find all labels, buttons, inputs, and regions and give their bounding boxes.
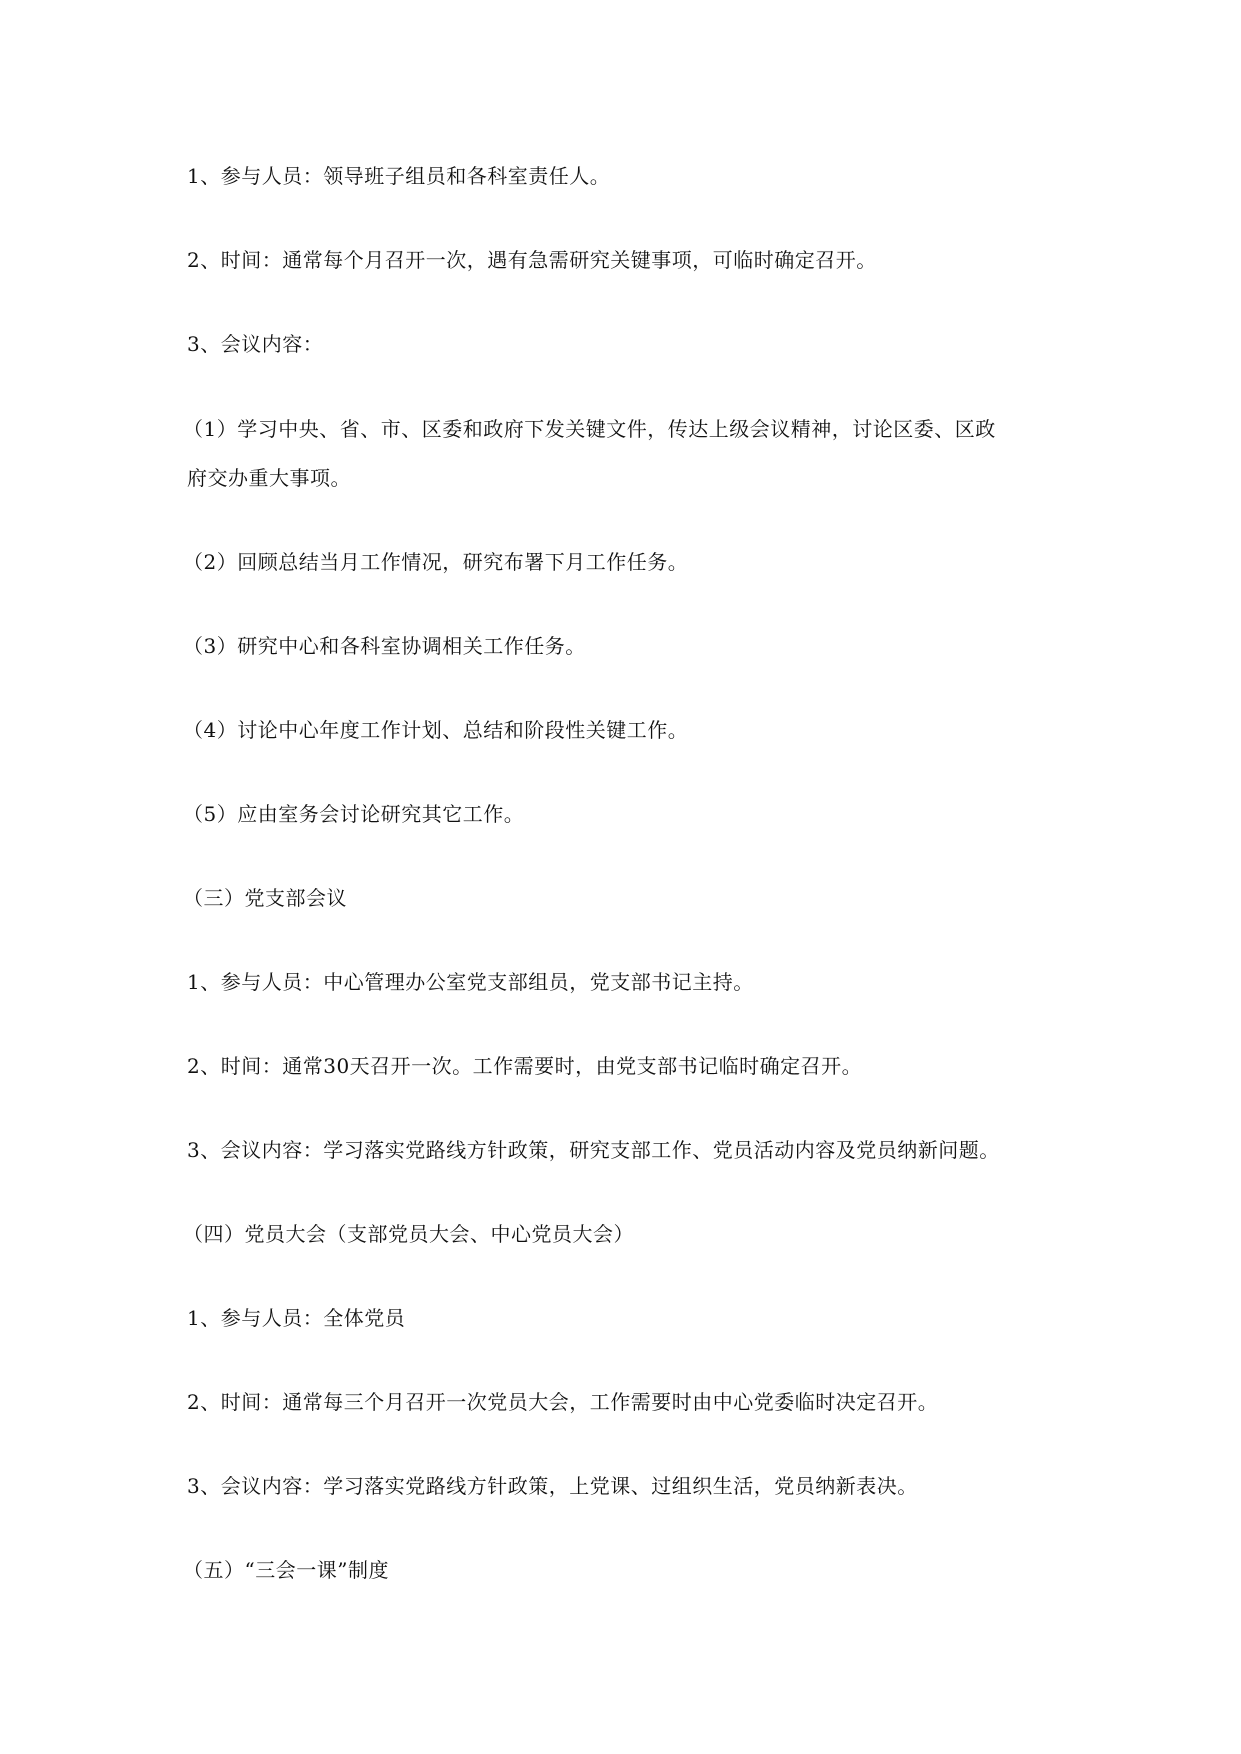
text-line-2: 2、时间：通常每个月召开一次，遇有急需研究关键事项，可临时确定召开。 — [187, 248, 877, 272]
text-line-1: 1、参与人员：领导班子组员和各科室责任人。 — [187, 164, 611, 188]
text-line-7: （3）研究中心和各科室协调相关工作任务。 — [183, 634, 586, 658]
section-heading-4: （四）党员大会（支部党员大会、中心党员大会） — [183, 1222, 634, 1246]
text-line-17: 3、会议内容：学习落实党路线方针政策，上党课、过组织生活，党员纳新表决。 — [187, 1474, 918, 1498]
text-line-3: 3、会议内容： — [187, 332, 324, 356]
text-line-4: （1）学习中央、省、市、区委和政府下发关键文件，传达上级会议精神，讨论区委、区政 — [183, 417, 996, 441]
text-line-11: 1、参与人员：中心管理办公室党支部组员，党支部书记主持。 — [187, 970, 754, 994]
text-line-16: 2、时间：通常每三个月召开一次党员大会，工作需要时由中心党委临时决定召开。 — [187, 1390, 939, 1414]
section-heading-5: （五）“三会一课”制度 — [183, 1558, 389, 1582]
text-line-9: （5）应由室务会讨论研究其它工作。 — [183, 802, 525, 826]
text-line-15: 1、参与人员：全体党员 — [187, 1306, 406, 1330]
text-line-6: （2）回顾总结当月工作情况，研究布署下月工作任务。 — [183, 550, 689, 574]
section-heading-3: （三）党支部会议 — [183, 886, 347, 910]
text-line-13: 3、会议内容：学习落实党路线方针政策，研究支部工作、党员活动内容及党员纳新问题。 — [187, 1138, 1000, 1162]
text-line-8: （4）讨论中心年度工作计划、总结和阶段性关键工作。 — [183, 718, 689, 742]
text-line-12: 2、时间：通常30天召开一次。工作需要时，由党支部书记临时确定召开。 — [187, 1054, 863, 1078]
text-line-5: 府交办重大事项。 — [187, 466, 351, 490]
